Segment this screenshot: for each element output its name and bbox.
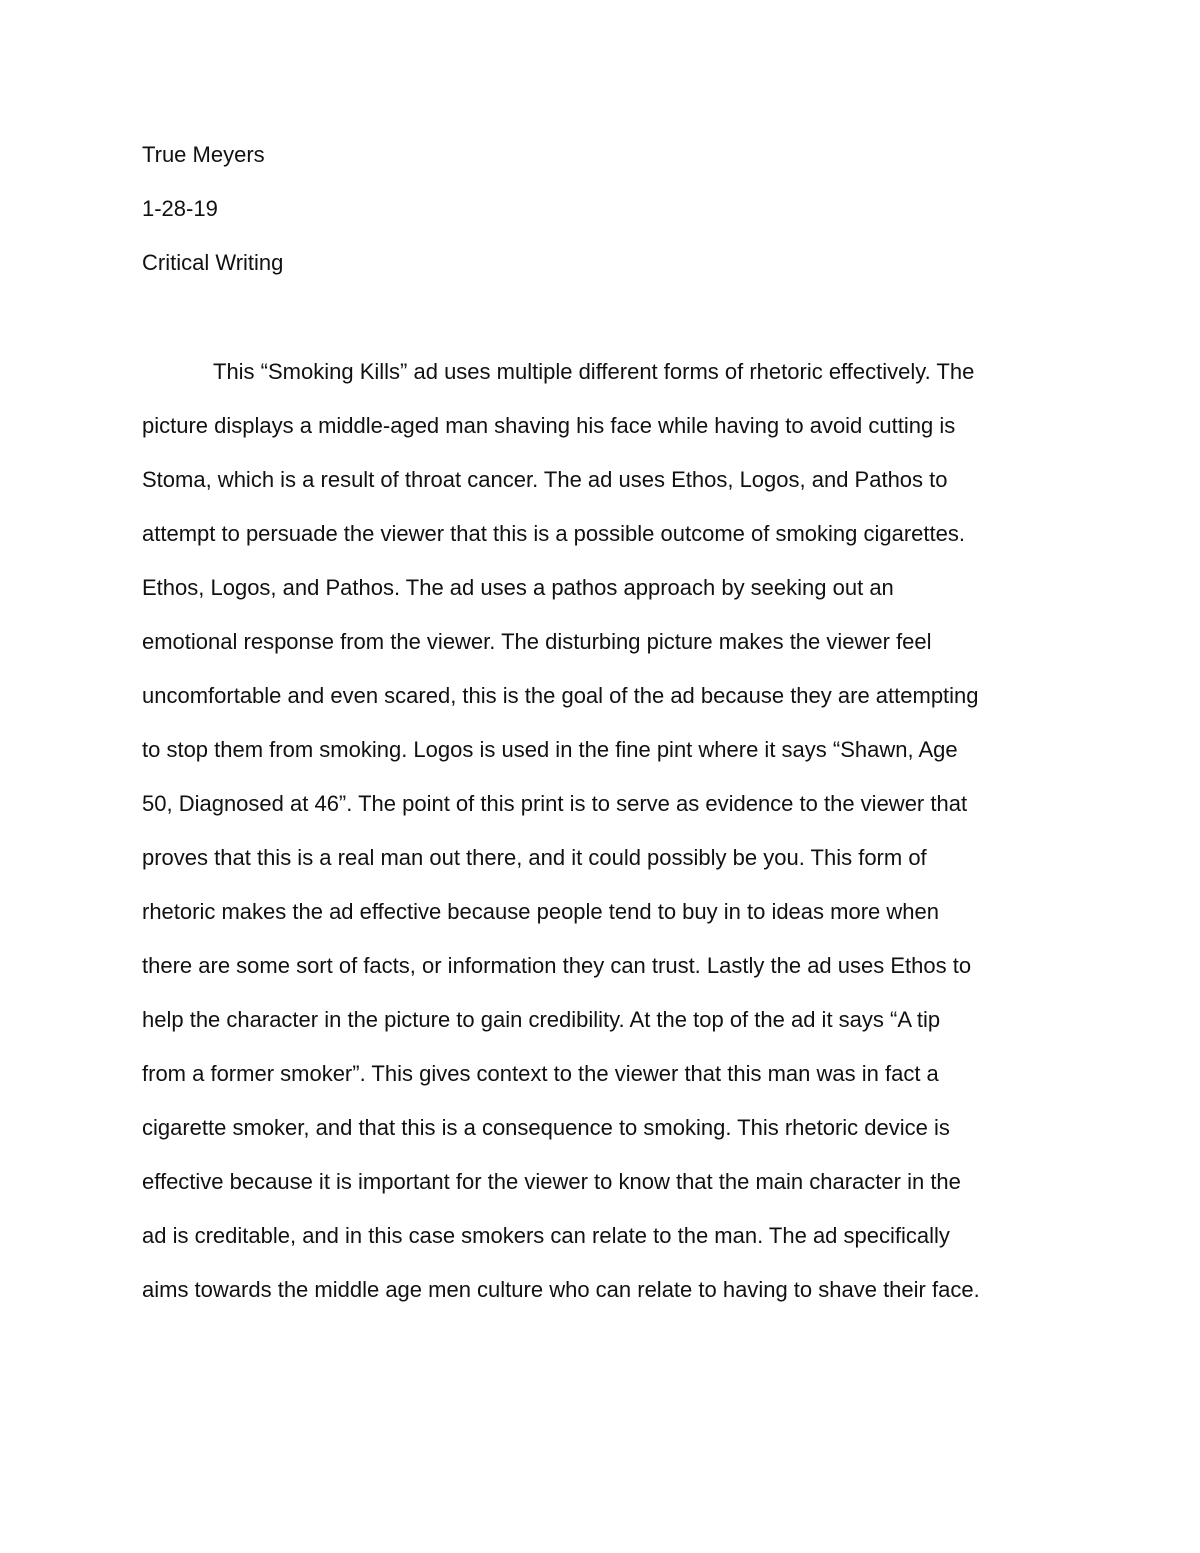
essay-line: Ethos, Logos, and Pathos. The ad uses a pathos approach by seeking out an xyxy=(142,575,894,600)
essay-line: proves that this is a real man out there, and it could possibly be you. This form of xyxy=(142,845,927,870)
essay-line: picture displays a middle-aged man shaving his face while having to avoid cutting is xyxy=(142,413,956,438)
essay-line: attempt to persuade the viewer that this is a possible outcome of smoking cigarettes. xyxy=(142,521,965,546)
essay-line: 50, Diagnosed at 46”. The point of this print is to serve as evidence to the viewer that xyxy=(142,791,968,816)
essay-line: cigarette smoker, and that this is a consequence to smoking. This rhetoric device is xyxy=(142,1115,950,1140)
essay-line: to stop them from smoking. Logos is used in the fine pint where it says “Shawn, Age xyxy=(142,737,958,762)
essay-line: aims towards the middle age men culture who can relate to having to shave their face. xyxy=(142,1277,980,1302)
course-title: Critical Writing xyxy=(142,250,284,275)
document-date: 1-28-19 xyxy=(142,196,218,221)
essay-line: rhetoric makes the ad effective because people tend to buy in to ideas more when xyxy=(142,899,939,924)
essay-line: Stoma, which is a result of throat cancer. The ad uses Ethos, Logos, and Pathos to xyxy=(142,467,948,492)
essay-line: help the character in the picture to gain credibility. At the top of the ad it says “A tip xyxy=(142,1007,941,1032)
author-name: True Meyers xyxy=(142,142,265,167)
essay-line: uncomfortable and even scared, this is the goal of the ad because they are attempting xyxy=(142,683,979,708)
essay-line: from a former smoker”. This gives context to the viewer that this man was in fact a xyxy=(142,1061,939,1086)
essay-line: there are some sort of facts, or information they can trust. Lastly the ad uses Ethos to xyxy=(142,953,972,978)
essay-line: effective because it is important for the viewer to know that the main character in the xyxy=(142,1169,961,1194)
essay-line: This “Smoking Kills” ad uses multiple different forms of rhetoric effectively. The xyxy=(213,359,975,384)
essay-line: emotional response from the viewer. The disturbing picture makes the viewer feel xyxy=(142,629,932,654)
essay-line: ad is creditable, and in this case smokers can relate to the man. The ad specifically xyxy=(142,1223,950,1248)
